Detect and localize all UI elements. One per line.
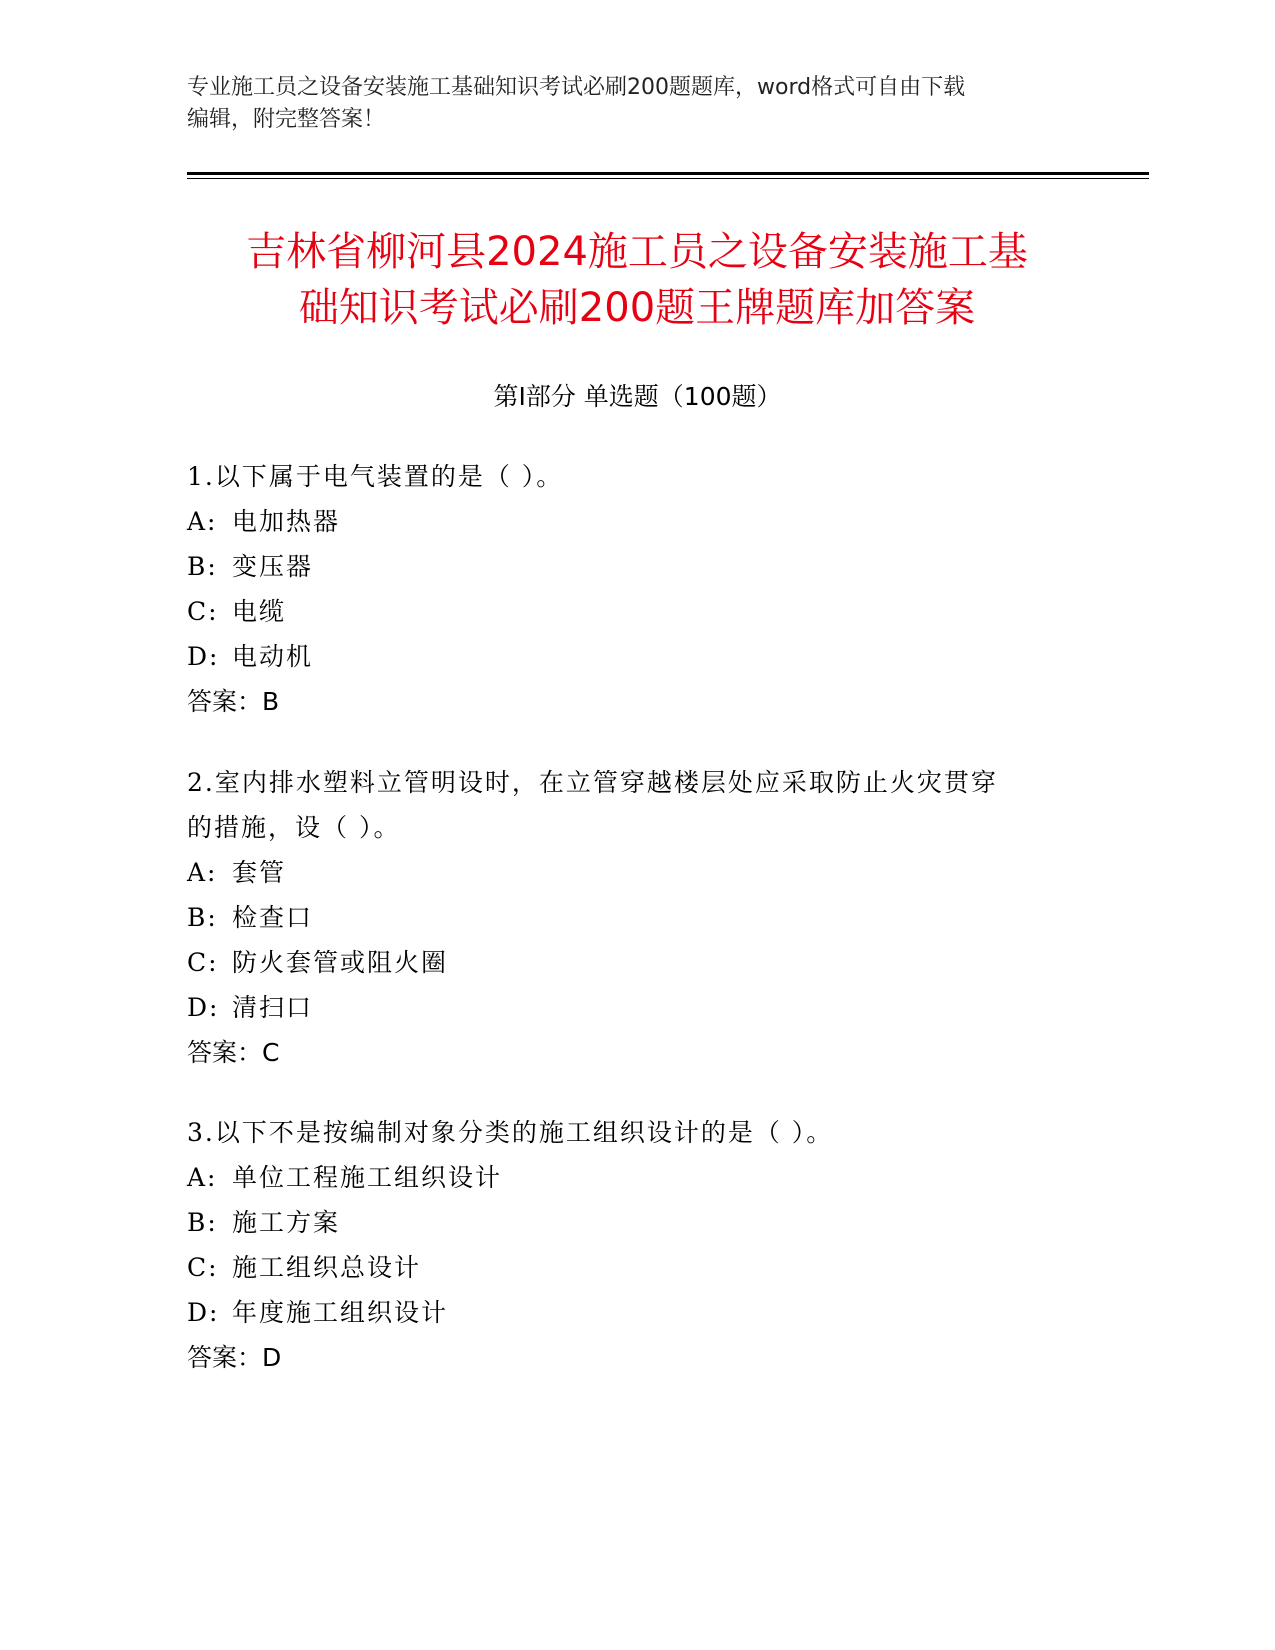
option-b [187, 895, 1087, 940]
header-note [187, 72, 1087, 136]
question-1 [187, 454, 1087, 724]
document-title-line-2: 础知识考试必刷200题王牌题库加答案 [298, 285, 976, 331]
option-d [187, 634, 1087, 679]
option-key: D: [187, 993, 220, 1022]
header-note-line-1: 专业施工员之设备安装施工基础知识考试必刷200题题库，word格式可自由下载 [187, 75, 966, 100]
section-heading: 第Ⅰ部分 单选题（100题） [493, 382, 782, 411]
header-divider-thin [187, 178, 1149, 179]
answer: 答案：D [187, 1343, 282, 1372]
option-text: 电动机 [232, 642, 314, 671]
option-d [187, 1290, 1087, 1335]
question-stem-line-2: 的措施，设（ ）。 [187, 813, 401, 842]
option-key: B: [187, 903, 218, 932]
option-text: 套管 [232, 858, 287, 887]
option-text: 电缆 [232, 597, 287, 626]
option-text: 施工方案 [232, 1208, 341, 1237]
option-text: 变压器 [232, 552, 314, 581]
question-stem-line-1: 2.室内排水塑料立管明设时，在立管穿越楼层处应采取防止火灾贯穿 [187, 768, 998, 797]
option-key: C: [187, 597, 219, 626]
option-key: B: [187, 552, 218, 581]
option-text: 防火套管或阻火圈 [232, 948, 449, 977]
question-stem: 3.以下不是按编制对象分类的施工组织设计的是（ ）。 [187, 1118, 834, 1147]
option-c [187, 940, 1087, 985]
option-key: D: [187, 642, 220, 671]
option-key: A: [187, 507, 218, 536]
question-3 [187, 1110, 1087, 1380]
option-text: 清扫口 [232, 993, 314, 1022]
option-key: C: [187, 1253, 219, 1282]
option-a [187, 499, 1087, 544]
answer: 答案：C [187, 1038, 280, 1067]
header-divider-thick [187, 172, 1149, 175]
question-stem: 1.以下属于电气装置的是（ ）。 [187, 462, 564, 491]
option-b [187, 544, 1087, 589]
option-c [187, 589, 1087, 634]
option-key: B: [187, 1208, 218, 1237]
option-key: C: [187, 948, 219, 977]
option-text: 电加热器 [232, 507, 341, 536]
question-2 [187, 760, 1087, 1075]
document-title [137, 224, 1137, 336]
option-a [187, 1155, 1087, 1200]
option-b [187, 1200, 1087, 1245]
option-key: A: [187, 1163, 218, 1192]
document-title-line-1: 吉林省柳河县2024施工员之设备安装施工基 [246, 229, 1028, 275]
answer: 答案：B [187, 687, 280, 716]
option-d [187, 985, 1087, 1030]
option-text: 检查口 [232, 903, 314, 932]
option-text: 施工组织总设计 [232, 1253, 422, 1282]
option-key: A: [187, 858, 218, 887]
option-text: 单位工程施工组织设计 [232, 1163, 503, 1192]
option-a [187, 850, 1087, 895]
option-c [187, 1245, 1087, 1290]
header-note-line-2: 编辑，附完整答案！ [187, 107, 386, 132]
option-key: D: [187, 1298, 220, 1327]
option-text: 年度施工组织设计 [232, 1298, 449, 1327]
